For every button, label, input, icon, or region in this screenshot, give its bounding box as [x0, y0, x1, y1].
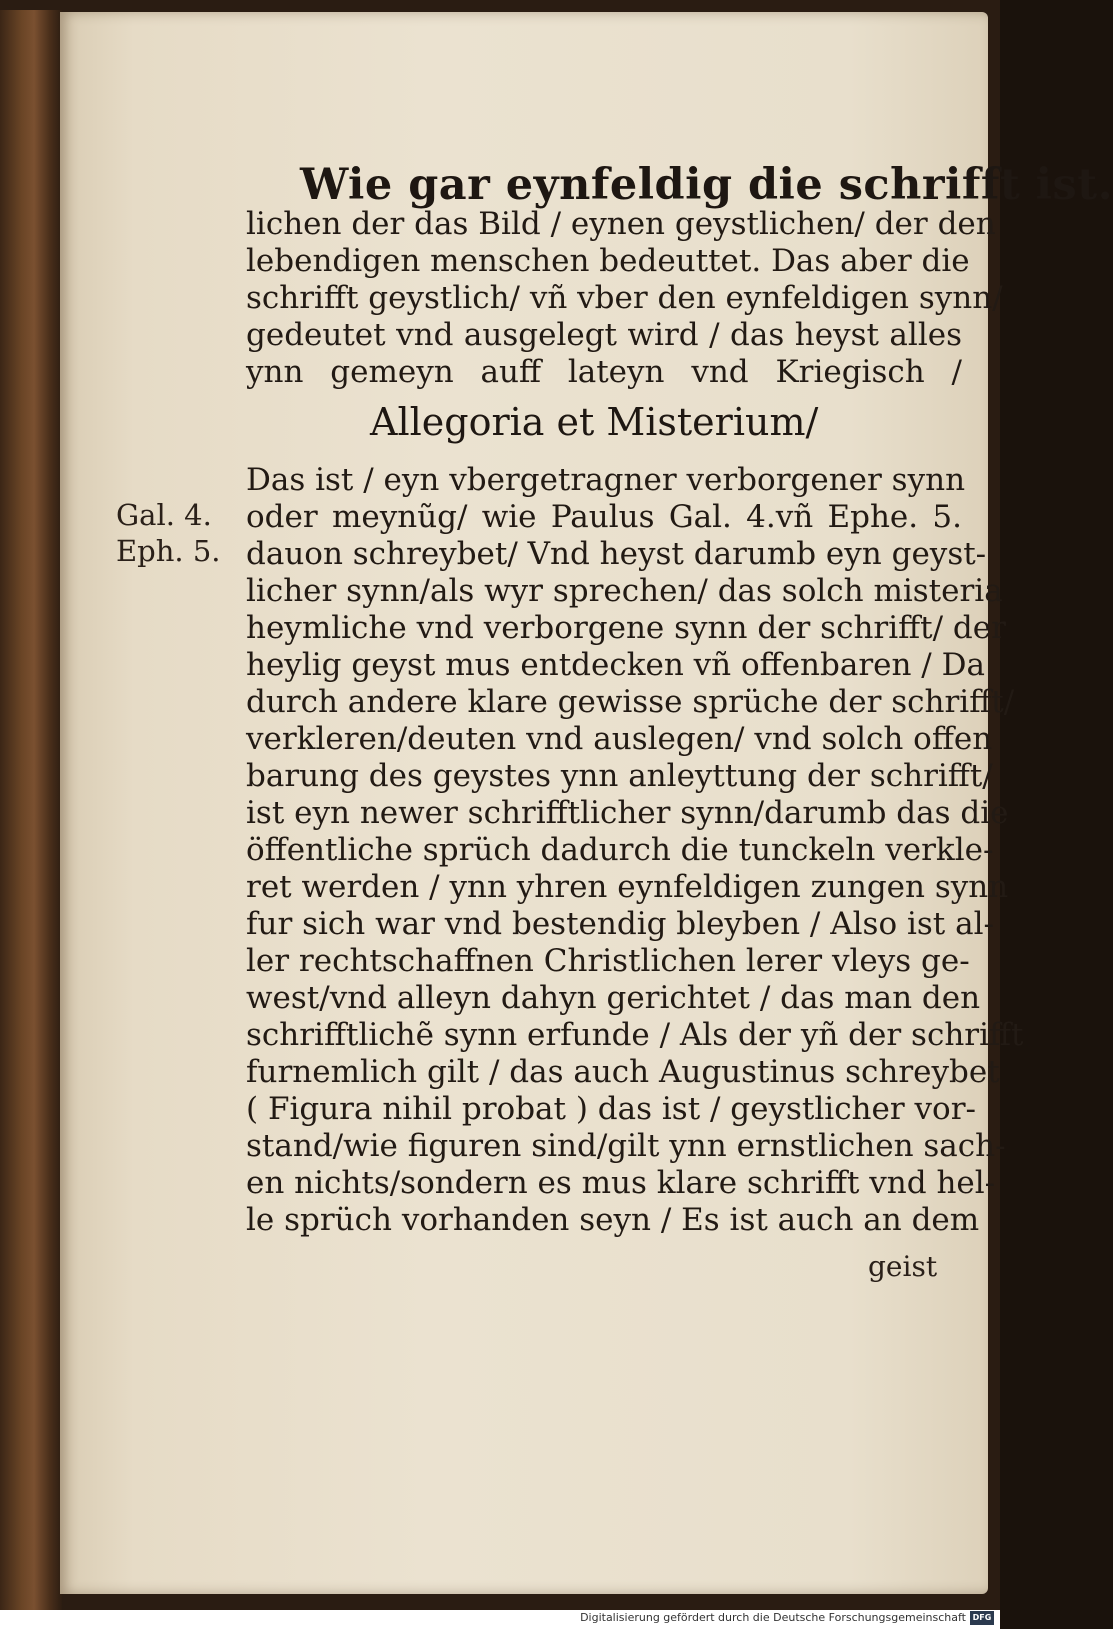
text-line: heymliche vnd verborgene synn der schrifft/ der [246, 610, 1006, 646]
book-spine [0, 10, 62, 1610]
text-line: gedeutet vnd ausgelegt wird / das heyst alles [246, 317, 962, 353]
text-line: furnemlich gilt / das auch Augustinus schreybet [246, 1054, 1000, 1090]
text-line: ynn gemeyn auff lateyn vnd Kriegisch / [246, 354, 962, 390]
text-line: en nichts/sondern es mus klare schrifft vnd hel- [246, 1165, 996, 1201]
text-line: heylig geyst mus entdecken vñ offenbaren / Da [246, 647, 985, 683]
text-line: barung des geystes ynn anleyttung der schrifft/ [246, 758, 993, 794]
section-heading: Allegoria et Misterium/ [370, 400, 819, 444]
running-head: Wie gar eynfeldig die schrifft ist. [300, 160, 1113, 210]
text-line: dauon schreybet/ Vnd heyst darumb eyn geyst- [246, 536, 987, 572]
catchword: geist [868, 1250, 938, 1283]
text-line: schrifft geystlich/ vñ vber den eynfeldigen synn/ [246, 280, 1003, 316]
text-line: oder meynũg/ wie Paulus Gal. 4.vñ Ephe. 5. [246, 499, 962, 535]
text-line: west/vnd alleyn dahyn gerichtet / das man den [246, 980, 981, 1016]
text-line: ( Figura nihil probat ) das ist / geystlicher vor- [246, 1091, 977, 1127]
text-line: Das ist / eyn vbergetragner verborgener synn [246, 462, 966, 498]
text-block-1 [246, 206, 1003, 391]
text-line: le sprüch vorhanden seyn / Es ist auch an dem [246, 1202, 980, 1238]
text-line: ist eyn newer schrifftlicher synn/darumb das die [246, 795, 1009, 831]
text-block-2 [246, 462, 1024, 1239]
text-line: verkleren/deuten vnd auslegen/ vnd solch offen [246, 721, 993, 757]
dfg-logo: DFG [970, 1611, 994, 1625]
text-line: ler rechtschaffnen Christlichen lerer vleys ge- [246, 943, 970, 979]
text-line: fur sich war vnd bestendig bleyben / Also ist al- [246, 906, 994, 942]
margin-note-eph: Eph. 5. [116, 534, 221, 568]
text-line: ret werden / ynn yhren eynfeldigen zungen synn [246, 869, 1009, 905]
footer-credit: Digitalisierung gefördert durch die Deutsche Forschungsgemeinschaft [580, 1611, 966, 1624]
margin-note-gal: Gal. 4. [116, 498, 212, 532]
text-line: licher synn/als wyr sprechen/ das solch misteria [246, 573, 1003, 609]
text-line: lebendigen menschen bedeuttet. Das aber die [246, 243, 970, 279]
text-line: schrifftlichẽ synn erfunde / Als der yñ der schrifft [246, 1017, 1024, 1053]
text-line: öffentliche sprüch dadurch die tunckeln verkle- [246, 832, 994, 868]
text-line: lichen der das Bild / eynen geystlichen/ der den [246, 206, 996, 242]
text-line: stand/wie figuren sind/gilt ynn ernstlichen sach- [246, 1128, 1006, 1164]
text-line: durch andere klare gewisse sprüche der schrifft/ [246, 684, 1015, 720]
